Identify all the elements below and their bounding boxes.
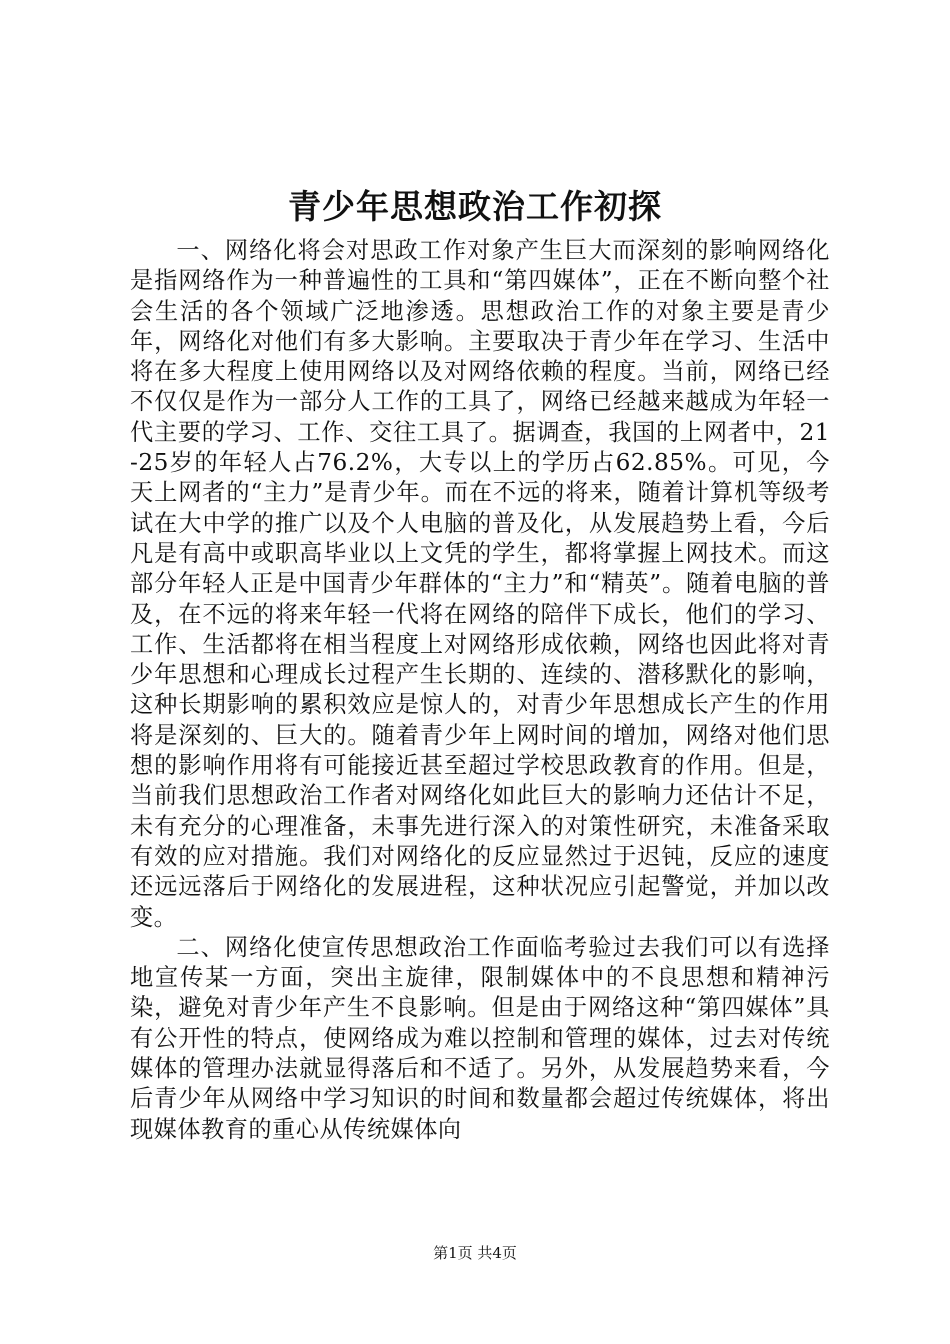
- document-body: [130, 236, 830, 1145]
- paragraph-1: 一、网络化将会对思政工作对象产生巨大而深刻的影响网络化是指网络作为一种普遍性的工具和“第四媒体”，正在不断向整个社会生活的各个领域广泛地渗透。思想政治工作的对象主要是青少年，网络化对他们有多大影响。主要取决于青少年在学习、生活中将在多大程度上使用网络以及对网络依赖的程度。当前，网络已经不仅仅是作为一部分人工作的工具了，网络已经越来越成为年轻一代主要的学习、工作、交往工具了。据调查，我国的上网者中，21-25岁的年轻人占76.2%，大专以上的学历占62.85%。可见，今天上网者的“主力”是青少年。而在不远的将来，随着计算机等级考试在大中学的推广以及个人电脑的普及化，从发展趋势上看，今后凡是有高中或职高毕业以上文凭的学生，都将掌握上网技术。而这部分年轻人正是中国青少年群体的“主力”和“精英”。随着电脑的普及，在不远的将来年轻一代将在网络的陪伴下成长，他们的学习、工作、生活都将在相当程度上对网络形成依赖，网络也因此将对青少年思想和心理成长过程产生长期的、连续的、潜移默化的影响，这种长期影响的累积效应是惊人的，对青少年思想成长产生的作用将是深刻的、巨大的。随着青少年上网时间的增加，网络对他们思想的影响作用将有可能接近甚至超过学校思政教育的作用。但是，当前我们思想政治工作者对网络化如此巨大的影响力还估计不足，未有充分的心理准备，未事先进行深入的对策性研究，未准备采取有效的应对措施。我们对网络化的反应显然过于迟钝，反应的速度还远远落后于网络化的发展进程，这种状况应引起警觉，并加以改变。: [130, 237, 830, 931]
- paragraph-2: 二、网络化使宣传思想政治工作面临考验过去我们可以有选择地宣传某一方面，突出主旋律，限制媒体中的不良思想和精神污染，避免对青少年产生不良影响。但是由于网络这种“第四媒体”具有公开性的特点，使网络成为难以控制和管理的媒体，过去对传统媒体的管理办法就显得落后和不适了。另外，从发展趋势来看，今后青少年从网络中学习知识的时间和数量都会超过传统媒体，将出现媒体教育的重心从传统媒体向: [130, 933, 830, 1143]
- page-number-footer: 第1页 共4页: [433, 1244, 517, 1262]
- document-title: 青少年思想政治工作初探: [288, 187, 662, 226]
